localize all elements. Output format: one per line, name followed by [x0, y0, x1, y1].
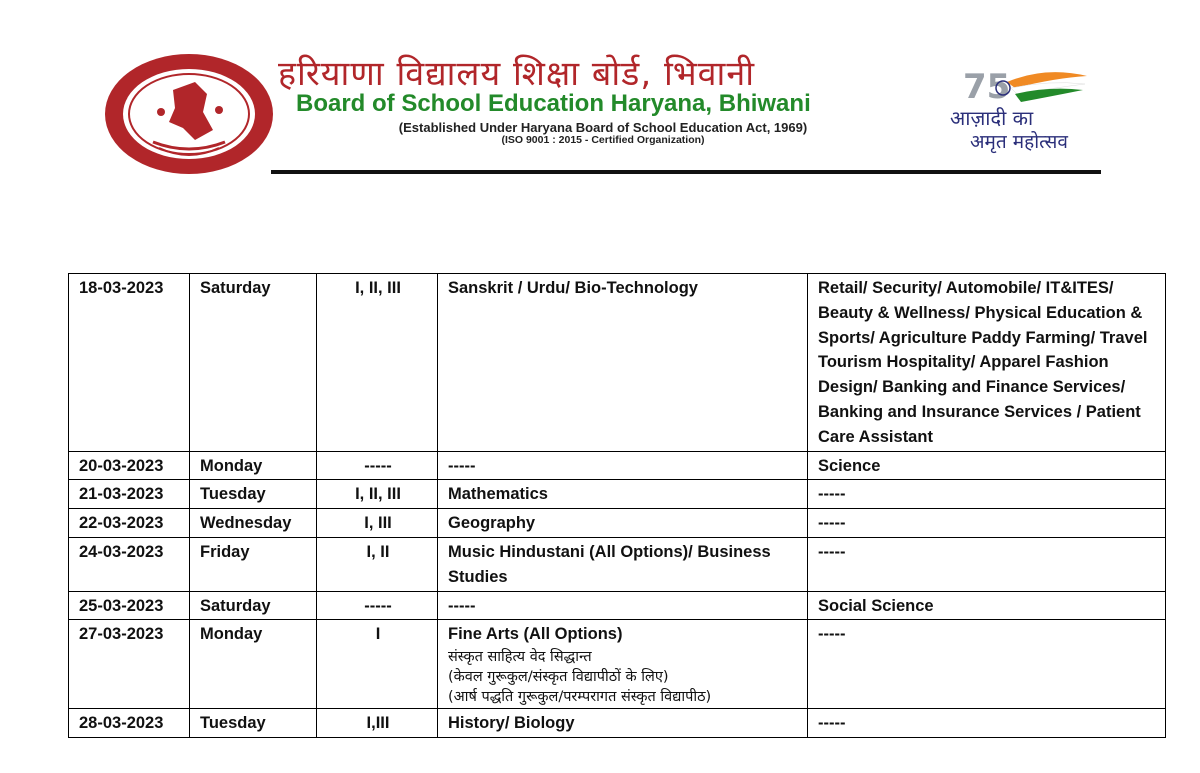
subject-cell-text: Sanskrit / Urdu/ Bio-Technology [448, 279, 698, 297]
other-subject-cell [808, 509, 1166, 538]
subject-cell [438, 591, 808, 620]
classes-cell-text: I, III [364, 514, 392, 533]
hindi-board-title: हरियाणा विद्यालय शिक्षा बोर्ड, भिवानी [278, 54, 756, 94]
exam-schedule-table [68, 273, 1166, 738]
exam-day-cell-text: Friday [200, 542, 250, 561]
exam-date-cell [69, 274, 190, 452]
exam-day-cell-text: Tuesday [200, 714, 266, 733]
board-header [0, 0, 1200, 200]
exam-date-cell [69, 537, 190, 591]
subject-hindi-line: (आर्ष पद्धति गुरूकुल/परम्परागत संस्कृत विद्यापीठ) [448, 689, 712, 706]
subject-cell [438, 509, 808, 538]
classes-cell-text: I, II [366, 542, 390, 561]
table-row [69, 274, 1166, 452]
exam-day-cell [190, 451, 317, 480]
classes-cell [317, 480, 438, 509]
table-row [69, 509, 1166, 538]
exam-day-cell-text: Wednesday [200, 514, 292, 533]
header-divider [271, 170, 1101, 174]
exam-date-cell [69, 509, 190, 538]
exam-date-cell-text: 21-03-2023 [79, 485, 164, 504]
other-subject-cell-text: Retail/ Security/ Automobile/ IT&ITES/ Beauty & Wellness/ Physical Education & Sports/ Agriculture Paddy Farming/ Travel Tourism Hospitality/ Apparel Fashion Design/ Banking and Finance Services/ Banking and Insurance Services / Patient Care Assistant [818, 279, 1148, 446]
other-subject-cell-text: ----- [818, 485, 846, 504]
classes-cell [317, 451, 438, 480]
azadi-text-line1: आज़ादी का [950, 106, 1034, 130]
exam-schedule-body [69, 274, 1166, 738]
exam-day-cell [190, 480, 317, 509]
subject-cell-text: Mathematics [448, 485, 548, 504]
classes-cell [317, 709, 438, 738]
table-row [69, 620, 1166, 709]
exam-date-cell [69, 591, 190, 620]
exam-date-cell-text: 25-03-2023 [79, 596, 164, 615]
azadi-text-line2: अमृत महोत्सव [970, 131, 1068, 153]
exam-date-cell-text: 28-03-2023 [79, 714, 164, 733]
exam-day-cell [190, 274, 317, 452]
other-subject-cell-text: ----- [818, 714, 846, 733]
other-subject-cell [808, 451, 1166, 480]
exam-day-cell [190, 537, 317, 591]
established-note: (Established Under Haryana Board of School Education Act, 1969) [398, 120, 808, 135]
other-subject-cell [808, 480, 1166, 509]
classes-cell-text: I, II, III [355, 485, 401, 504]
subject-cell [438, 451, 808, 480]
table-row [69, 591, 1166, 620]
table-row [69, 480, 1166, 509]
exam-date-cell [69, 709, 190, 738]
exam-day-cell [190, 591, 317, 620]
subject-cell-text: ----- [448, 456, 476, 475]
table-row [69, 537, 1166, 591]
classes-cell [317, 620, 438, 709]
exam-day-cell-text: Saturday [200, 596, 271, 615]
classes-cell [317, 509, 438, 538]
subject-hindi-line: (केवल गुरूकुल/संस्कृत विद्यापीठों के लिए) [448, 669, 669, 686]
exam-date-cell-text: 24-03-2023 [79, 542, 164, 561]
other-subject-cell-text: ----- [818, 514, 846, 533]
azadi-75-mark: 75 [963, 67, 1011, 107]
classes-cell [317, 591, 438, 620]
exam-date-cell-text: 22-03-2023 [79, 514, 164, 533]
subject-cell [438, 274, 808, 452]
exam-day-cell [190, 620, 317, 709]
subject-cell-text: Music Hindustani (All Options)/ Business Studies [448, 542, 771, 586]
hbse-emblem-icon [103, 52, 275, 176]
classes-cell-text: I, II, III [355, 279, 401, 297]
subject-cell [438, 537, 808, 591]
other-subject-cell-text: Social Science [818, 596, 934, 615]
other-subject-cell-text: Science [818, 456, 881, 475]
other-subject-cell [808, 709, 1166, 738]
classes-cell-text: ----- [364, 456, 392, 475]
iso-certification-note: (ISO 9001 : 2015 - Certified Organization) [501, 134, 705, 146]
table-row [69, 709, 1166, 738]
exam-day-cell-text: Tuesday [200, 485, 266, 504]
exam-date-cell [69, 620, 190, 709]
subject-cell-text: ----- [448, 596, 476, 615]
subject-cell-text: History/ Biology [448, 714, 575, 733]
subject-cell [438, 709, 808, 738]
other-subject-cell [808, 537, 1166, 591]
exam-date-cell-text: 18-03-2023 [79, 279, 164, 297]
exam-day-cell [190, 509, 317, 538]
exam-date-cell-text: 27-03-2023 [79, 625, 164, 644]
exam-date-cell [69, 451, 190, 480]
other-subject-cell-text: ----- [818, 625, 846, 644]
classes-cell-text: I [375, 625, 381, 644]
subject-hindi-line: संस्कृत साहित्य वेद सिद्धान्त [448, 649, 592, 666]
subject-cell-text: Geography [448, 514, 536, 533]
other-subject-cell-text: ----- [818, 542, 846, 561]
classes-cell [317, 537, 438, 591]
exam-day-cell-text: Monday [200, 625, 263, 644]
english-board-title: Board of School Education Haryana, Bhiwani [296, 90, 811, 117]
table-row [69, 451, 1166, 480]
exam-day-cell-text: Monday [200, 456, 263, 475]
subject-cell [438, 620, 808, 709]
classes-cell-text: I,III [366, 714, 390, 733]
classes-cell-text: ----- [364, 596, 392, 615]
subject-cell [438, 480, 808, 509]
classes-cell [317, 274, 438, 452]
exam-day-cell-text: Saturday [200, 279, 271, 297]
exam-day-cell [190, 709, 317, 738]
exam-date-cell-text: 20-03-2023 [79, 456, 164, 475]
other-subject-cell [808, 620, 1166, 709]
other-subject-cell [808, 274, 1166, 452]
subject-cell-text: Fine Arts (All Options) [448, 625, 623, 644]
exam-date-cell [69, 480, 190, 509]
other-subject-cell [808, 591, 1166, 620]
